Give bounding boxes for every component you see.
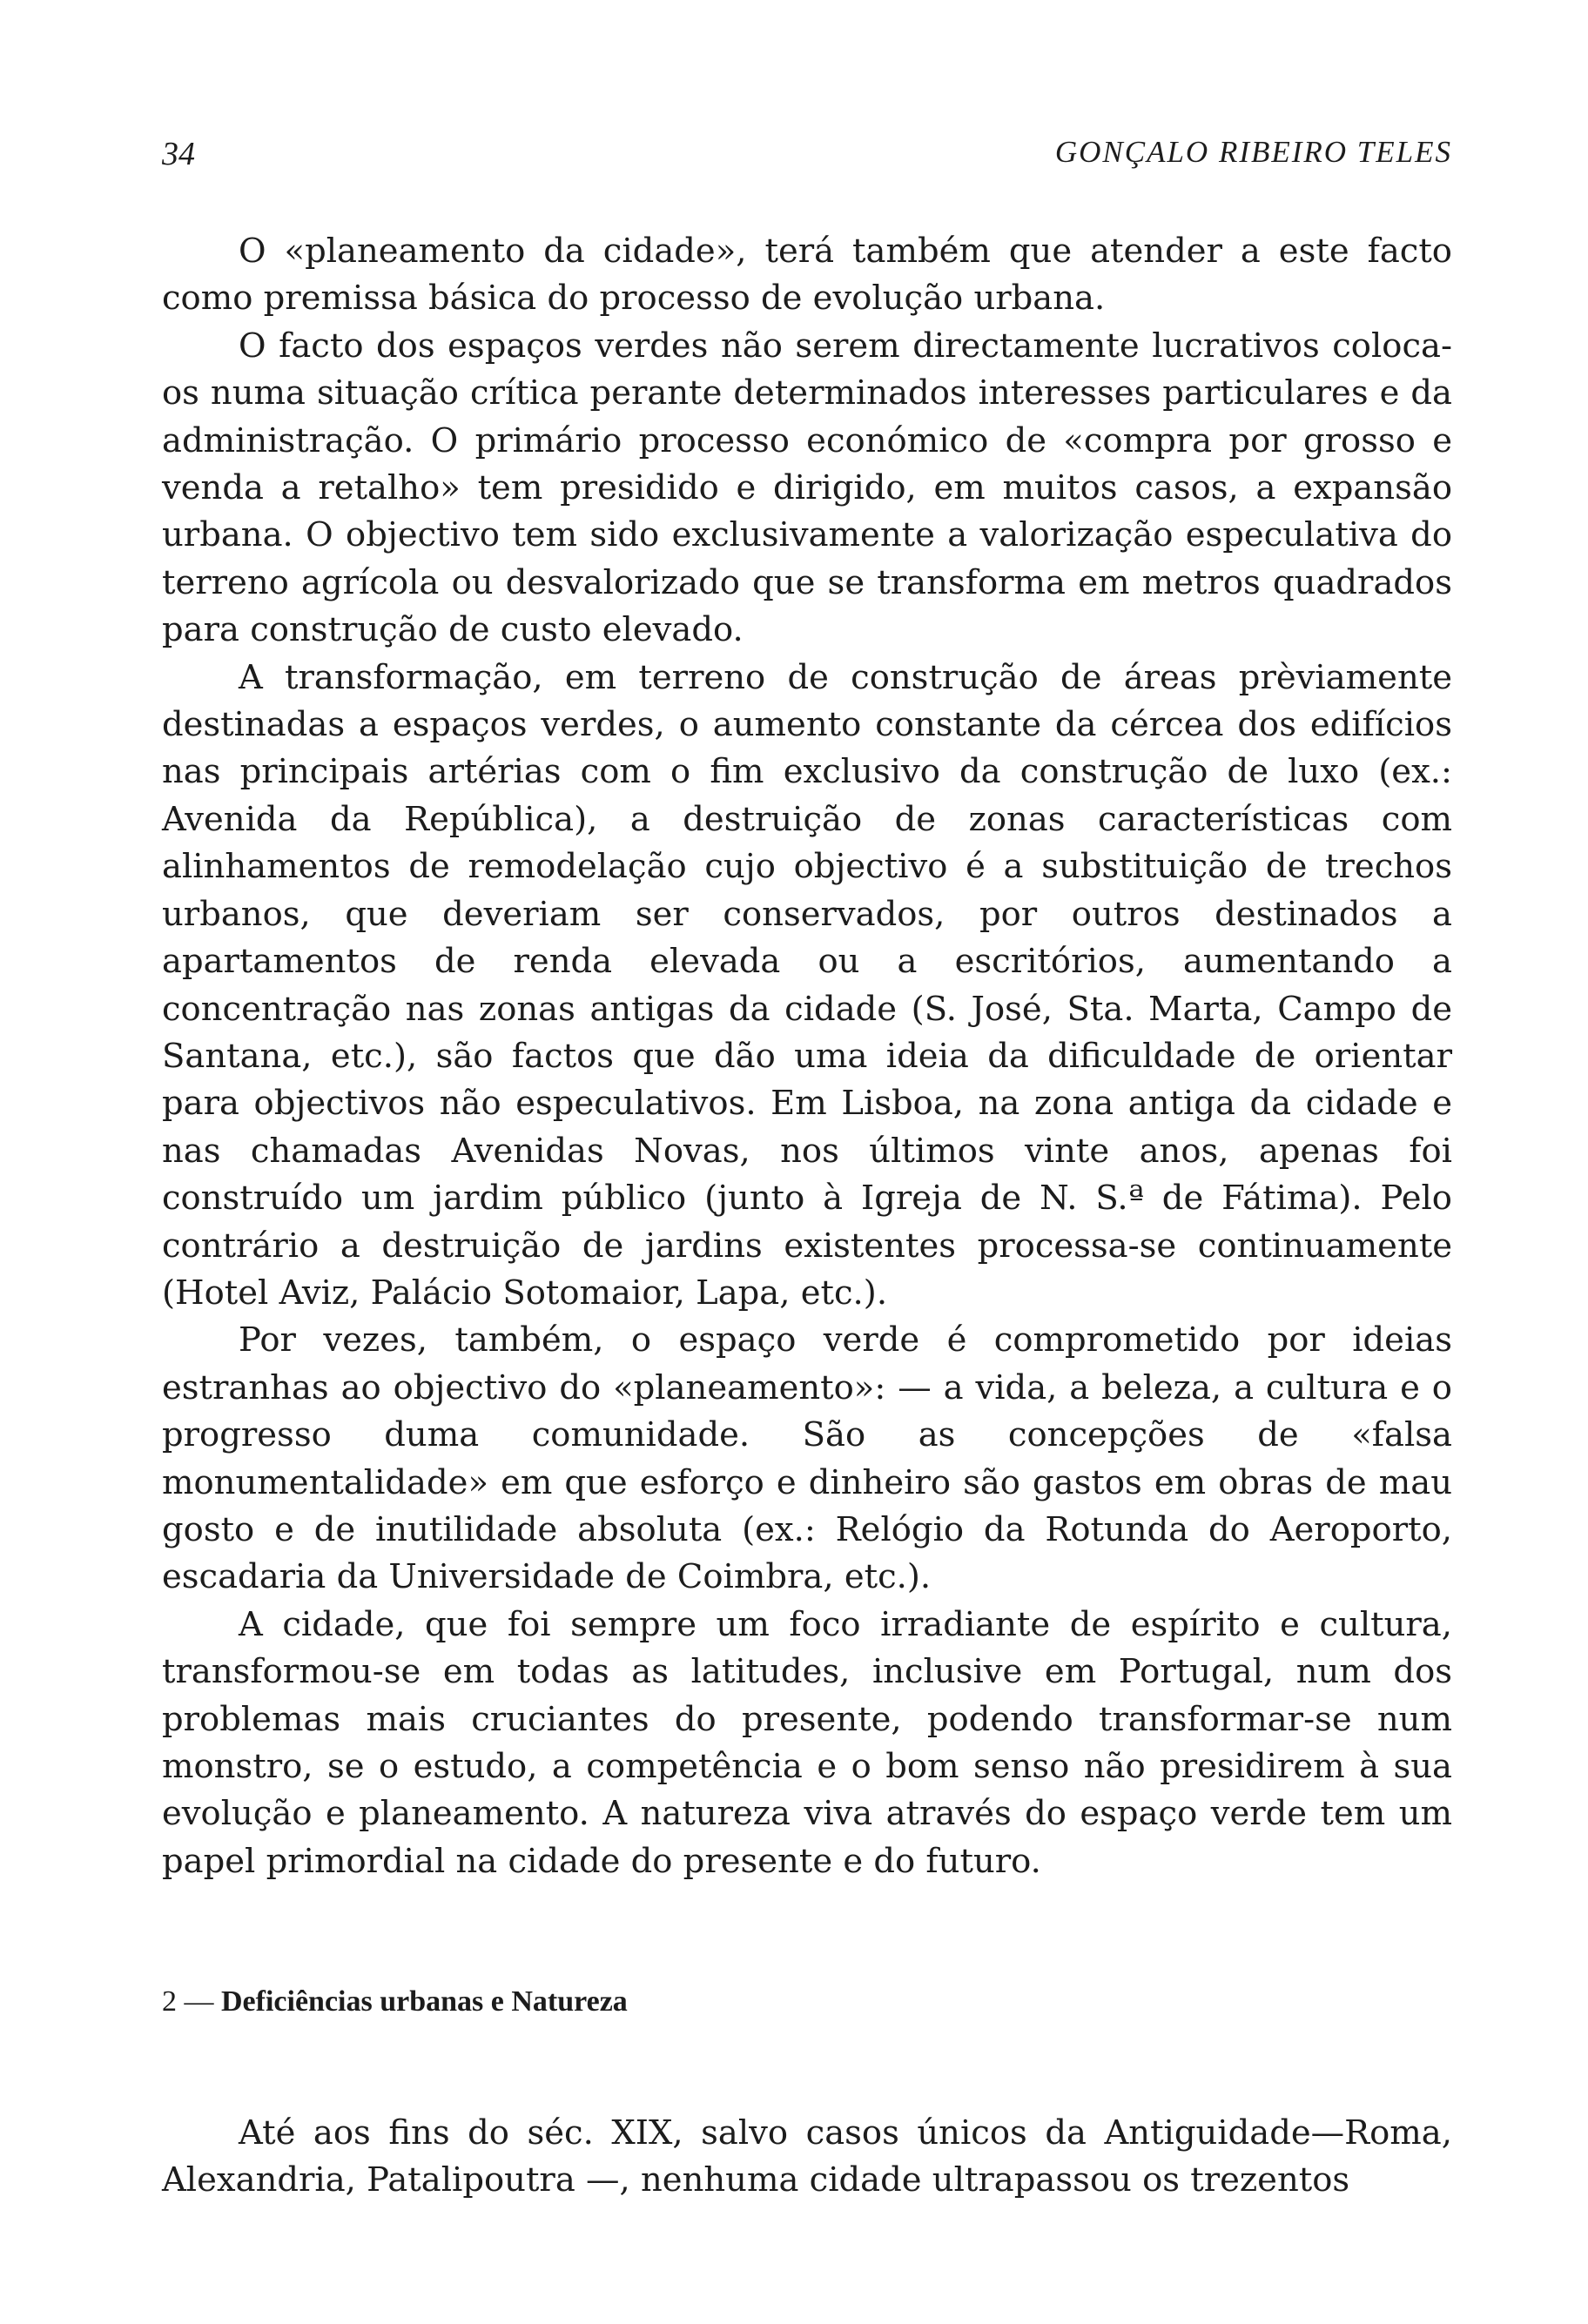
section-heading <box>162 1983 1452 2021</box>
section-number: 2 <box>162 1985 177 2018</box>
running-head <box>162 135 1452 178</box>
section-title: Deficiências urbanas e Natureza <box>221 1985 628 2018</box>
body-text <box>162 228 1452 1885</box>
paragraph: Até aos fins do séc. XIX, salvo casos únicos da Antiguidade—Roma, Alexandria, Patalipoutra —, nenhuma cidade ultrapassou os trezentos <box>162 2113 1452 2200</box>
page-number: 34 <box>162 136 195 172</box>
paragraph: A cidade, que foi sempre um foco irradiante de espírito e cultura, transformou-se em todas as latitudes, inclusive em Portugal, num dos problemas mais cruciantes do presente, podendo transformar-se num monstro, se o estudo, a competência e o bom senso não presidirem à sua evolução e planeamento. A natureza viva através do espaço verde tem um papel primordial na cidade do presente e do futuro. <box>162 1604 1452 1881</box>
paragraph: O facto dos espaços verdes não serem directamente lucrativos coloca-os numa situação crítica perante determinados interesses particulares e da administração. O primário processo económico de «compra por grosso e venda a retalho» tem presidido e dirigido, em muitos casos, a expansão urbana. O objectivo tem sido exclusivamente a valorização especulativa do terreno agrícola ou desvalorizado que se transforma em metros quadrados para construção de custo elevado. <box>162 326 1452 650</box>
paragraph: O «planeamento da cidade», terá também que atender a este facto como premissa básica do processo de evolução urbana. <box>162 232 1452 319</box>
paragraph: Por vezes, também, o espaço verde é comprometido por ideias estranhas ao objectivo do «planeamento»: — a vida, a beleza, a cultura e o progresso duma comunidade. São as concepções de «falsa monumentalidade» em que esforço e dinheiro são gastos em obras de mau gosto e de inutilidade absoluta (ex.: Relógio da Rotunda do Aeroporto, escadaria da Universidade de Coimbra, etc.). <box>162 1320 1452 1597</box>
running-head-author: GONÇALO RIBEIRO TELES <box>1054 135 1452 169</box>
section-body-text <box>162 2110 1452 2205</box>
section-dash: — <box>184 1985 214 2018</box>
paragraph: A transformação, em terreno de construção de áreas prèviamente destinadas a espaços verdes, o aumento constante da cércea dos edifícios nas principais artérias com o fim exclusivo da construção de luxo (ex.: Avenida da República), a destruição de zonas características com alinhamentos de remodelação cujo objectivo é a substituição de trechos urbanos, que deveriam ser conservados, por outros destinados a apartamentos de renda elevada ou a escritórios, aumentando a concentração nas zonas antigas da cidade (S. José, Sta. Marta, Campo de Santana, etc.), são factos que dão uma ideia da dificuldade de orientar para objectivos não especulativos. Em Lisboa, na zona antiga da cidade e nas chamadas Avenidas Novas, nos últimos vinte anos, apenas foi construído um jardim público (junto à Igreja de N. S.ª de Fátima). Pelo contrário a destruição de jardins existentes processa-se continuamente (Hotel Aviz, Palácio Sotomaior, Lapa, etc.). <box>162 657 1452 1313</box>
